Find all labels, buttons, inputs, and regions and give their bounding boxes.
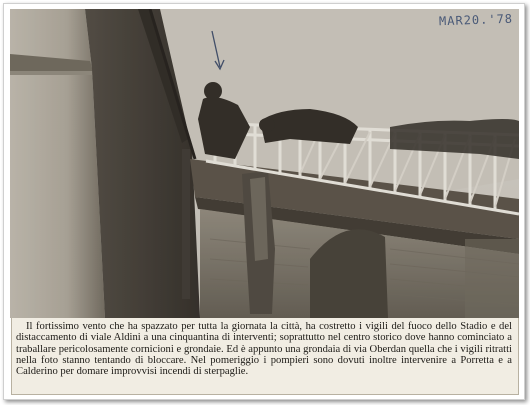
news-photo — [10, 9, 519, 318]
news-caption: Il fortissimo vento che ha spazzato per tutta la giornata la città, ha costretto i vigili del fuoco dello Stadio e del distaccamento di viale Aldini a una cinquantina di interventi; soprattutto nel centro storico dove hanno cominciato a traballare pericolosamente cornicioni e grondaie. Ed è appunto una grondaia di via Oberdan quella che i vigili ritratti nella foto stanno tentando di bloccare. Nel pomeriggio i pompieri sono dovuti inoltre intervenire a Porretta e a Calderino per domare improvvisi incendi di sterpaglie. — [16, 321, 512, 378]
handwritten-date: MAR20.'78 — [438, 11, 514, 29]
